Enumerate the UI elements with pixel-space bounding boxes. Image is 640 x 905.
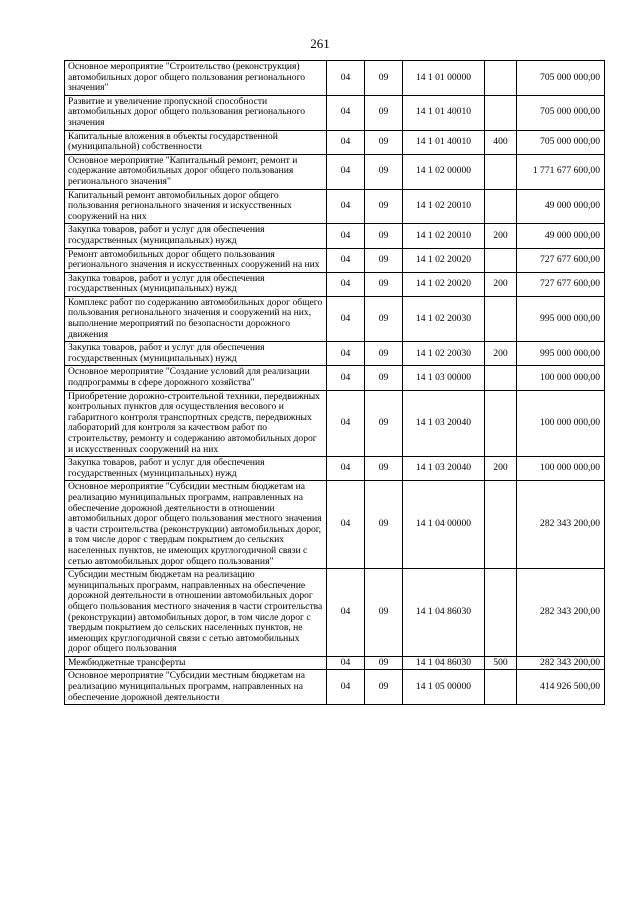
table-row — [65, 457, 605, 481]
page-number: 261 — [310, 36, 330, 51]
row-name: Основное мероприятие "Капитальный ремонт, ремонт и содержание автомобильных дорог общего пользования регионального значения" — [65, 154, 327, 189]
row-section: 04 — [327, 390, 365, 457]
row-expense-type — [485, 569, 517, 657]
row-amount: 727 677 600,00 — [517, 272, 605, 296]
row-name: Основное мероприятие "Создание условий для реализации подпрограммы в сфере дорожного хозяйства" — [65, 366, 327, 390]
row-subsection: 09 — [365, 481, 403, 569]
row-expense-type — [485, 154, 517, 189]
row-target-article: 14 1 03 20040 — [403, 390, 485, 457]
row-target-article: 14 1 02 20020 — [403, 248, 485, 272]
row-section: 04 — [327, 366, 365, 390]
row-section: 04 — [327, 656, 365, 670]
row-target-article: 14 1 01 40010 — [403, 130, 485, 154]
row-expense-type: 200 — [485, 342, 517, 366]
row-amount: 414 926 500,00 — [517, 670, 605, 705]
row-section: 04 — [327, 670, 365, 705]
table-row — [65, 248, 605, 272]
row-subsection: 09 — [365, 224, 403, 248]
row-expense-type: 500 — [485, 656, 517, 670]
row-target-article: 14 1 03 00000 — [403, 366, 485, 390]
row-name: Закупка товаров, работ и услуг для обеспечения государственных (муниципальных) нужд — [65, 272, 327, 296]
row-amount: 705 000 000,00 — [517, 130, 605, 154]
row-section: 04 — [327, 296, 365, 341]
row-name: Приобретение дорожно-строительной техники, передвижных контрольных пунктов для осуществления весового и габаритного контроля транспортных средств, передвижных лабораторий для контроля за качеством работ по строительству, ремонту и содержанию автомобильных дорог и искусственных сооружений на них — [65, 390, 327, 457]
row-target-article: 14 1 02 20030 — [403, 296, 485, 341]
table-row — [65, 154, 605, 189]
row-expense-type: 400 — [485, 130, 517, 154]
row-amount: 282 343 200,00 — [517, 481, 605, 569]
table-row — [65, 189, 605, 224]
row-expense-type — [485, 248, 517, 272]
table-row — [65, 272, 605, 296]
budget-table-body — [65, 61, 605, 705]
row-section: 04 — [327, 224, 365, 248]
row-amount: 1 771 677 600,00 — [517, 154, 605, 189]
row-subsection: 09 — [365, 670, 403, 705]
row-target-article: 14 1 02 20010 — [403, 224, 485, 248]
row-target-article: 14 1 01 00000 — [403, 61, 485, 96]
row-amount: 49 000 000,00 — [517, 189, 605, 224]
row-target-article: 14 1 04 00000 — [403, 481, 485, 569]
row-section: 04 — [327, 130, 365, 154]
row-name: Капитальный ремонт автомобильных дорог общего пользования регионального значения и искусственных сооружений на них — [65, 189, 327, 224]
row-name: Субсидии местным бюджетам на реализацию муниципальных программ, направленных на обеспечение дорожной деятельности в отношении автомобильных дорог общего пользования местного значения в части строительства (реконструкции) автомобильных дорог, в том числе дорог с твердым покрытием до сельских населенных пунктов, не имеющих круглогодичной связи с сетью автомобильных дорог общего пользования — [65, 569, 327, 657]
row-subsection: 09 — [365, 189, 403, 224]
row-section: 04 — [327, 95, 365, 130]
row-amount: 100 000 000,00 — [517, 390, 605, 457]
row-target-article: 14 1 01 40010 — [403, 95, 485, 130]
table-row — [65, 95, 605, 130]
row-subsection: 09 — [365, 342, 403, 366]
row-expense-type: 200 — [485, 224, 517, 248]
row-name: Капитальные вложения в объекты государственной (муниципальной) собственности — [65, 130, 327, 154]
row-subsection: 09 — [365, 154, 403, 189]
row-section: 04 — [327, 61, 365, 96]
table-row — [65, 656, 605, 670]
row-section: 04 — [327, 569, 365, 657]
row-expense-type — [485, 296, 517, 341]
row-amount: 100 000 000,00 — [517, 457, 605, 481]
row-name: Развитие и увеличение пропускной способности автомобильных дорог общего пользования регионального значения — [65, 95, 327, 130]
table-row — [65, 569, 605, 657]
table-row — [65, 130, 605, 154]
row-target-article: 14 1 03 20040 — [403, 457, 485, 481]
row-target-article: 14 1 02 00000 — [403, 154, 485, 189]
row-expense-type — [485, 670, 517, 705]
row-section: 04 — [327, 457, 365, 481]
row-expense-type — [485, 61, 517, 96]
row-amount: 995 000 000,00 — [517, 342, 605, 366]
row-subsection: 09 — [365, 95, 403, 130]
table-row — [65, 481, 605, 569]
row-subsection: 09 — [365, 296, 403, 341]
table-row — [65, 224, 605, 248]
row-name: Основное мероприятие "Субсидии местным бюджетам на реализацию муниципальных программ, направленных на обеспечение дорожной деятельности — [65, 670, 327, 705]
row-target-article: 14 1 04 86030 — [403, 656, 485, 670]
row-amount: 705 000 000,00 — [517, 95, 605, 130]
row-target-article: 14 1 02 20030 — [403, 342, 485, 366]
row-subsection: 09 — [365, 366, 403, 390]
row-subsection: 09 — [365, 390, 403, 457]
row-name: Ремонт автомобильных дорог общего пользования регионального значения и искусственных сооружений на них — [65, 248, 327, 272]
row-section: 04 — [327, 342, 365, 366]
row-subsection: 09 — [365, 457, 403, 481]
row-amount: 705 000 000,00 — [517, 61, 605, 96]
row-subsection: 09 — [365, 656, 403, 670]
budget-table — [64, 60, 605, 705]
row-amount: 100 000 000,00 — [517, 366, 605, 390]
row-name: Основное мероприятие "Субсидии местным бюджетам на реализацию муниципальных программ, направленных на обеспечение дорожной деятельности в отношении автомобильных дорог общего пользования местного значения в части строительства (реконструкции) автомобильных дорог, в том числе дорог с твердым покрытием до сельских населенных пунктов, не имеющих круглогодичной связи с сетью автомобильных дорог общего пользования" — [65, 481, 327, 569]
row-name: Закупка товаров, работ и услуг для обеспечения государственных (муниципальных) нужд — [65, 457, 327, 481]
row-name: Комплекс работ по содержанию автомобильных дорог общего пользования регионального значения и сооружений на них, выполнение мероприятий по безопасности дорожного движения — [65, 296, 327, 341]
row-subsection: 09 — [365, 61, 403, 96]
row-subsection: 09 — [365, 272, 403, 296]
row-subsection: 09 — [365, 248, 403, 272]
row-section: 04 — [327, 154, 365, 189]
row-section: 04 — [327, 481, 365, 569]
table-row — [65, 296, 605, 341]
row-expense-type — [485, 95, 517, 130]
row-expense-type: 200 — [485, 457, 517, 481]
table-row — [65, 670, 605, 705]
table-row — [65, 366, 605, 390]
row-subsection: 09 — [365, 569, 403, 657]
row-expense-type — [485, 481, 517, 569]
row-target-article: 14 1 02 20010 — [403, 189, 485, 224]
row-name: Основное мероприятие "Строительство (реконструкция) автомобильных дорог общего пользования регионального значения" — [65, 61, 327, 96]
row-name: Закупка товаров, работ и услуг для обеспечения государственных (муниципальных) нужд — [65, 342, 327, 366]
table-row — [65, 342, 605, 366]
row-expense-type — [485, 366, 517, 390]
row-subsection: 09 — [365, 130, 403, 154]
row-expense-type — [485, 189, 517, 224]
row-amount: 282 343 200,00 — [517, 569, 605, 657]
row-name: Закупка товаров, работ и услуг для обеспечения государственных (муниципальных) нужд — [65, 224, 327, 248]
row-amount: 995 000 000,00 — [517, 296, 605, 341]
row-target-article: 14 1 04 86030 — [403, 569, 485, 657]
row-target-article: 14 1 02 20020 — [403, 272, 485, 296]
row-section: 04 — [327, 248, 365, 272]
row-section: 04 — [327, 189, 365, 224]
row-target-article: 14 1 05 00000 — [403, 670, 485, 705]
table-row — [65, 61, 605, 96]
row-expense-type — [485, 390, 517, 457]
row-section: 04 — [327, 272, 365, 296]
row-amount: 49 000 000,00 — [517, 224, 605, 248]
row-expense-type: 200 — [485, 272, 517, 296]
row-amount: 282 343 200,00 — [517, 656, 605, 670]
row-name: Межбюджетные трансферты — [65, 656, 327, 670]
table-row — [65, 390, 605, 457]
row-amount: 727 677 600,00 — [517, 248, 605, 272]
